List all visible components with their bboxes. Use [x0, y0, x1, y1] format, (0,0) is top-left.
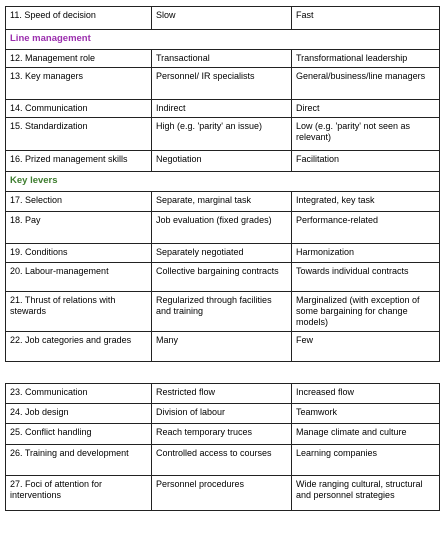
row-value-left: High (e.g. 'parity' an issue): [152, 118, 292, 151]
table-row: [6, 50, 440, 68]
row-label: 16. Prized management skills: [6, 151, 152, 172]
spacer-cell: [6, 362, 440, 384]
row-value-left: Regularized through facilities and training: [152, 292, 292, 332]
table-row: [6, 332, 440, 362]
row-value-left: Separately negotiated: [152, 244, 292, 263]
table-row: [6, 384, 440, 404]
row-label: 19. Conditions: [6, 244, 152, 263]
row-value-left: Negotiation: [152, 151, 292, 172]
row-value-right: Teamwork: [292, 404, 440, 424]
table-row: [6, 192, 440, 212]
row-value-right: Facilitation: [292, 151, 440, 172]
row-label: 11. Speed of decision: [6, 7, 152, 30]
row-value-left: Many: [152, 332, 292, 362]
row-value-right: Direct: [292, 100, 440, 118]
table-row: [6, 244, 440, 263]
row-label: 14. Communication: [6, 100, 152, 118]
row-label: 26. Training and development: [6, 445, 152, 476]
row-value-left: Separate, marginal task: [152, 192, 292, 212]
row-value-right: Transformational leadership: [292, 50, 440, 68]
row-label: 17. Selection: [6, 192, 152, 212]
row-label: 20. Labour-management: [6, 263, 152, 292]
row-label: 15. Standardization: [6, 118, 152, 151]
row-value-left: Transactional: [152, 50, 292, 68]
row-value-left: Division of labour: [152, 404, 292, 424]
table-row: [6, 476, 440, 511]
row-value-right: Performance-related: [292, 212, 440, 244]
row-value-left: Job evaluation (fixed grades): [152, 212, 292, 244]
table-row: [6, 292, 440, 332]
row-value-right: Wide ranging cultural, structural and personnel strategies: [292, 476, 440, 511]
row-label: 21. Thrust of relations with stewards: [6, 292, 152, 332]
row-value-right: Manage climate and culture: [292, 424, 440, 445]
row-label: 24. Job design: [6, 404, 152, 424]
table-row: [6, 424, 440, 445]
row-value-right: Low (e.g. 'parity' not seen as relevant): [292, 118, 440, 151]
row-label: 25. Conflict handling: [6, 424, 152, 445]
row-value-left: Personnel/ IR specialists: [152, 68, 292, 100]
row-value-right: Towards individual contracts: [292, 263, 440, 292]
row-value-right: Integrated, key task: [292, 192, 440, 212]
table-row: [6, 100, 440, 118]
table-row: [6, 68, 440, 100]
row-value-right: Marginalized (with exception of some bargaining for change models): [292, 292, 440, 332]
comparison-table-body: [6, 7, 440, 511]
row-label: 23. Communication: [6, 384, 152, 404]
section-header-row: [6, 30, 440, 50]
row-value-left: Restricted flow: [152, 384, 292, 404]
table-row: [6, 404, 440, 424]
row-value-left: Indirect: [152, 100, 292, 118]
table-row: [6, 7, 440, 30]
table-row: [6, 445, 440, 476]
section-title-line-management: Line management: [6, 30, 440, 50]
row-label: 27. Foci of attention for interventions: [6, 476, 152, 511]
table-row: [6, 263, 440, 292]
row-value-left: Slow: [152, 7, 292, 30]
row-value-left: Reach temporary truces: [152, 424, 292, 445]
row-value-left: Controlled access to courses: [152, 445, 292, 476]
row-label: 22. Job categories and grades: [6, 332, 152, 362]
row-value-right: Learning companies: [292, 445, 440, 476]
section-header-row: [6, 172, 440, 192]
row-label: 18. Pay: [6, 212, 152, 244]
table-row: [6, 151, 440, 172]
row-value-right: Few: [292, 332, 440, 362]
row-label: 12. Management role: [6, 50, 152, 68]
table-row: [6, 212, 440, 244]
comparison-table: [5, 6, 440, 511]
table-row: [6, 118, 440, 151]
row-value-right: Fast: [292, 7, 440, 30]
row-value-right: General/business/line managers: [292, 68, 440, 100]
row-label: 13. Key managers: [6, 68, 152, 100]
comparison-table-container: [5, 6, 439, 511]
row-value-left: Personnel procedures: [152, 476, 292, 511]
spacer-row: [6, 362, 440, 384]
row-value-left: Collective bargaining contracts: [152, 263, 292, 292]
row-value-right: Increased flow: [292, 384, 440, 404]
section-title-key-levers: Key levers: [6, 172, 440, 192]
row-value-right: Harmonization: [292, 244, 440, 263]
